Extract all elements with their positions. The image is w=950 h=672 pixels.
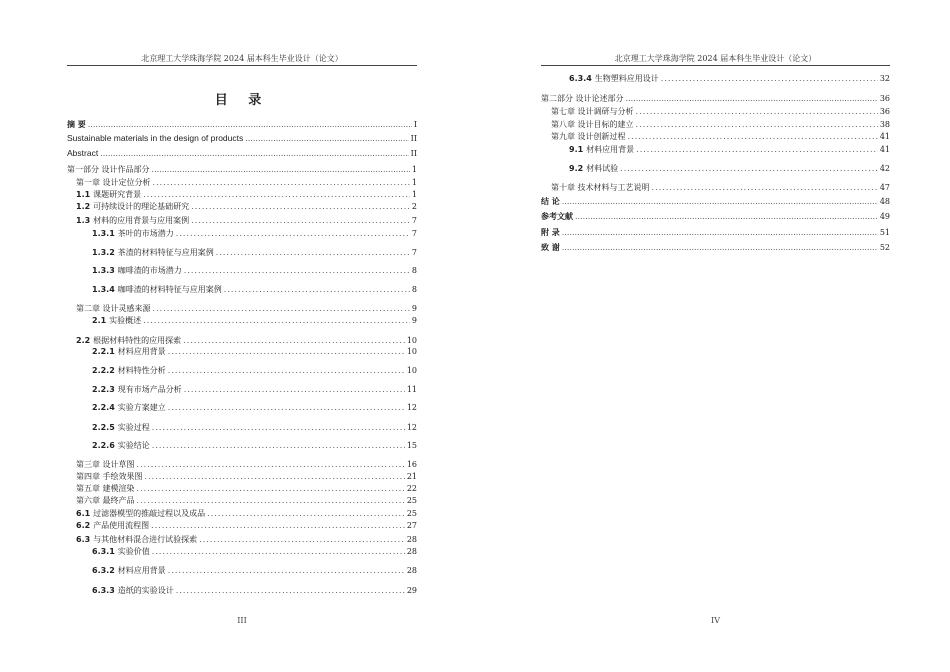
toc-entry [67, 148, 417, 159]
toc-entry-page: 16 [406, 460, 417, 469]
toc-entry [551, 119, 890, 130]
toc-entry-title: 过滤器模型的推敲过程以及成品 [93, 509, 206, 518]
dot-leader [176, 228, 410, 239]
toc-entry-number: 6.3 [76, 535, 91, 544]
toc-entry-title: 第四章 手绘效果图 [76, 472, 143, 481]
toc-entry [76, 303, 417, 314]
toc-entry-page: 8 [411, 285, 417, 294]
toc-entry-title: 材料应用背景 [117, 347, 166, 356]
toc-entry [92, 546, 417, 557]
toc-entry [569, 73, 890, 84]
dot-leader [199, 534, 405, 545]
toc-entry-page: 1 [411, 190, 417, 199]
toc-entry-number: 2.2.4 [92, 403, 115, 412]
toc-entry-title: 材料应用背景 [586, 145, 635, 154]
page-header: 北京理工大学珠海学院 2024 届本科生毕业设计（论文） [614, 54, 817, 63]
toc-entry-page: 15 [406, 441, 417, 450]
dot-leader [652, 182, 878, 193]
toc-entry-page: 29 [406, 586, 417, 595]
toc-entry-page: 21 [406, 472, 417, 481]
toc-entry [76, 177, 417, 188]
toc-entry-number: 6.1 [76, 509, 91, 518]
toc-entry-title: 第七章 设计调研与分析 [551, 107, 634, 116]
toc-entry [76, 495, 417, 506]
toc-entry-title: 与其他材料混合进行试验探索 [93, 535, 198, 544]
toc-entry [92, 422, 417, 433]
toc-entry-number: 9.2 [569, 164, 584, 173]
toc-entry [92, 284, 417, 295]
toc-entry-number: 2.2.2 [92, 366, 115, 375]
dot-leader [562, 227, 878, 238]
toc-entry-number: 2.2.5 [92, 423, 115, 432]
dot-leader [152, 422, 405, 433]
toc-entry-title: 第二章 设计灵感来源 [76, 304, 151, 313]
dot-leader [562, 242, 878, 253]
dot-leader [153, 303, 410, 314]
toc-entry [67, 133, 417, 144]
dot-leader [152, 440, 405, 451]
toc-entry [92, 565, 417, 576]
dot-leader [191, 215, 410, 226]
toc-entry-page: 12 [406, 423, 417, 432]
toc-entry-number: 6.3.3 [92, 586, 115, 595]
toc-entry-page: I [413, 120, 417, 129]
toc-entry [541, 93, 890, 104]
dot-leader [224, 284, 410, 295]
toc-entry [76, 335, 417, 346]
dot-leader [184, 265, 410, 276]
toc-entry-number: 1.3.1 [92, 229, 115, 238]
dot-leader [661, 73, 878, 84]
toc-entry-title: 附 录 [541, 228, 560, 237]
toc-entry [92, 265, 417, 276]
toc-entry-number: 6.3.2 [92, 566, 115, 575]
toc-entry [541, 242, 890, 253]
toc-entry [541, 227, 890, 238]
toc-entry-page: 25 [406, 496, 417, 505]
toc-entry-title: 实验方案建立 [117, 403, 166, 412]
dot-leader [143, 189, 410, 200]
toc-entry [92, 440, 417, 451]
toc-entry-page: 41 [879, 145, 890, 154]
dot-leader [153, 177, 410, 188]
toc-entry-title: 第六章 最终产品 [76, 496, 135, 505]
toc-entry [76, 459, 417, 470]
toc-entry-page: 28 [406, 566, 417, 575]
toc-entry [76, 508, 417, 519]
toc-entry [76, 520, 417, 531]
dot-leader [245, 133, 408, 144]
toc-entry [76, 471, 417, 482]
toc-entry-page: 51 [879, 228, 890, 237]
toc-entry-number: 2.2.1 [92, 347, 115, 356]
toc-entry [569, 163, 890, 174]
page-number: IV [711, 616, 720, 625]
toc-entry-number: 2.1 [92, 316, 107, 325]
toc-entry-title: 茶叶的市场潜力 [117, 229, 174, 238]
dot-leader [168, 565, 405, 576]
toc-entry [92, 365, 417, 376]
toc-entry [67, 119, 417, 130]
dot-leader [88, 119, 412, 130]
toc-entry-page: 42 [879, 164, 890, 173]
toc-entry [569, 144, 890, 155]
toc-entry-title: 第五章 建模渲染 [76, 484, 135, 493]
dot-leader [636, 144, 878, 155]
toc-entry [541, 211, 890, 222]
toc-entry [92, 402, 417, 413]
toc-entry [76, 215, 417, 226]
toc-entry-page: II [410, 149, 417, 158]
dot-leader [191, 201, 410, 212]
toc-page-right [475, 0, 950, 672]
toc-entry-page: 49 [879, 212, 890, 221]
toc-entry [92, 228, 417, 239]
toc-entry-title: 咖啡渣的材料特征与应用案例 [117, 285, 222, 294]
dot-leader [636, 106, 878, 117]
toc-entry-title: 第九章 设计创新过程 [551, 132, 626, 141]
toc-entry [76, 534, 417, 545]
toc-entry-page: 22 [406, 484, 417, 493]
toc-entry-number: 1.3.3 [92, 266, 115, 275]
toc-entry-title: 材料试验 [586, 164, 619, 173]
dot-leader [168, 402, 405, 413]
toc-entry-title: 产品使用流程图 [93, 521, 150, 530]
toc-entry-title: 第二部分 设计论述部分 [541, 94, 624, 103]
toc-entry-title: 可持续设计的理论基础研究 [93, 202, 190, 211]
toc-entry-page: 28 [406, 547, 417, 556]
dot-leader [184, 384, 405, 395]
toc-entry-page: 52 [879, 243, 890, 252]
toc-list [475, 0, 950, 672]
dot-leader [152, 546, 405, 557]
toc-entry-title: Abstract [67, 148, 99, 158]
toc-entry-page: 7 [411, 216, 417, 225]
toc-title: 目 录 [214, 93, 270, 108]
toc-entry [76, 483, 417, 494]
toc-entry-title: 实验过程 [117, 423, 150, 432]
toc-entry-number: 1.1 [76, 190, 91, 199]
dot-leader [168, 365, 405, 376]
toc-entry-title: 材料应用背景 [117, 566, 166, 575]
toc-entry [92, 346, 417, 357]
dot-leader [143, 315, 410, 326]
toc-entry-page: 32 [879, 74, 890, 83]
dot-leader [628, 131, 878, 142]
toc-entry-number: 1.3.2 [92, 248, 115, 257]
toc-entry [551, 131, 890, 142]
toc-entry-title: 致 谢 [541, 243, 560, 252]
toc-entry-title: 生物塑料应用设计 [594, 74, 659, 83]
toc-entry-title: 根据材料特性的应用探索 [93, 336, 182, 345]
toc-entry-number: 2.2.3 [92, 385, 115, 394]
toc-entry-title: 参考文献 [541, 212, 573, 221]
toc-entry-page: 10 [406, 347, 417, 356]
dot-leader [145, 471, 405, 482]
toc-entry-page: 27 [406, 521, 417, 530]
toc-entry-number: 6.3.1 [92, 547, 115, 556]
toc-entry-page: 41 [879, 132, 890, 141]
toc-entry-page: 10 [406, 366, 417, 375]
dot-leader [137, 495, 405, 506]
toc-entry [541, 196, 890, 207]
toc-entry-title: 第一章 设计定位分析 [76, 178, 151, 187]
toc-entry-title: 第八章 设计目标的建立 [551, 120, 634, 129]
toc-entry-page: 8 [411, 266, 417, 275]
dot-leader [137, 459, 405, 470]
page-header: 北京理工大学珠海学院 2024 届本科生毕业设计（论文） [141, 54, 343, 63]
toc-entry [76, 189, 417, 200]
toc-entry-title: 咖啡渣的市场潜力 [117, 266, 182, 275]
dot-leader [137, 483, 405, 494]
toc-entry-page: 10 [406, 336, 417, 345]
toc-entry-number: 2.2.6 [92, 441, 115, 450]
dot-leader [168, 346, 405, 357]
toc-entry-title: 课题研究背景 [93, 190, 142, 199]
toc-entry-title: 第一部分 设计作品部分 [67, 165, 150, 174]
toc-entry-title: 材料的应用背景与应用案例 [93, 216, 190, 225]
dot-leader [176, 585, 405, 596]
toc-entry-number: 9.1 [569, 145, 584, 154]
dot-leader [151, 520, 405, 531]
toc-entry-page: 11 [406, 385, 417, 394]
dot-leader [216, 247, 410, 258]
toc-entry-page: 38 [879, 120, 890, 129]
dot-leader [620, 163, 878, 174]
toc-entry-number: 1.3 [76, 216, 91, 225]
toc-entry-title: 结 论 [541, 197, 560, 206]
toc-entry-page: II [410, 134, 417, 143]
dot-leader [100, 148, 408, 159]
toc-entry-page: 25 [406, 509, 417, 518]
toc-entry [551, 182, 890, 193]
toc-entry-page: 2 [411, 202, 417, 211]
toc-entry-page: 36 [879, 94, 890, 103]
toc-entry [76, 201, 417, 212]
toc-entry-title: Sustainable materials in the design of products [67, 133, 244, 143]
toc-entry-page: 9 [411, 316, 417, 325]
toc-entry-title: 第十章 技术材料与工艺说明 [551, 183, 650, 192]
toc-entry-number: 6.3.4 [569, 74, 592, 83]
toc-entry-title: 材料特性分析 [117, 366, 166, 375]
toc-entry-title: 造纸的实验设计 [117, 586, 174, 595]
toc-entry-number: 1.3.4 [92, 285, 115, 294]
toc-entry-number: 6.2 [76, 521, 91, 530]
toc-entry-page: 12 [406, 403, 417, 412]
toc-entry [67, 164, 417, 175]
dot-leader [152, 164, 410, 175]
dot-leader [207, 508, 405, 519]
toc-entry-page: 9 [411, 304, 417, 313]
toc-entry-title: 实验价值 [117, 547, 150, 556]
toc-entry [551, 106, 890, 117]
dot-leader [626, 93, 878, 104]
dot-leader [575, 211, 878, 222]
dot-leader [562, 196, 878, 207]
toc-entry-number: 2.2 [76, 336, 91, 345]
toc-entry-title: 第三章 设计草图 [76, 460, 135, 469]
toc-entry-title: 实验概述 [109, 316, 142, 325]
toc-entry-page: 36 [879, 107, 890, 116]
toc-entry-page: 7 [411, 229, 417, 238]
toc-entry-page: 1 [411, 178, 417, 187]
toc-entry-title: 茶渣的材料特征与应用案例 [117, 248, 214, 257]
page-number: III [237, 616, 247, 625]
toc-entry-page: 1 [411, 165, 417, 174]
toc-entry [92, 247, 417, 258]
toc-entry-title: 现有市场产品分析 [117, 385, 182, 394]
toc-entry-title: 摘 要 [67, 120, 86, 129]
toc-entry-title: 实验结论 [117, 441, 150, 450]
toc-entry-page: 7 [411, 248, 417, 257]
toc-entry-page: 48 [879, 197, 890, 206]
toc-entry [92, 315, 417, 326]
toc-entry-number: 1.2 [76, 202, 91, 211]
toc-entry [92, 384, 417, 395]
dot-leader [636, 119, 878, 130]
toc-entry-page: 47 [879, 183, 890, 192]
toc-entry [92, 585, 417, 596]
toc-entry-page: 28 [406, 535, 417, 544]
dot-leader [183, 335, 405, 346]
